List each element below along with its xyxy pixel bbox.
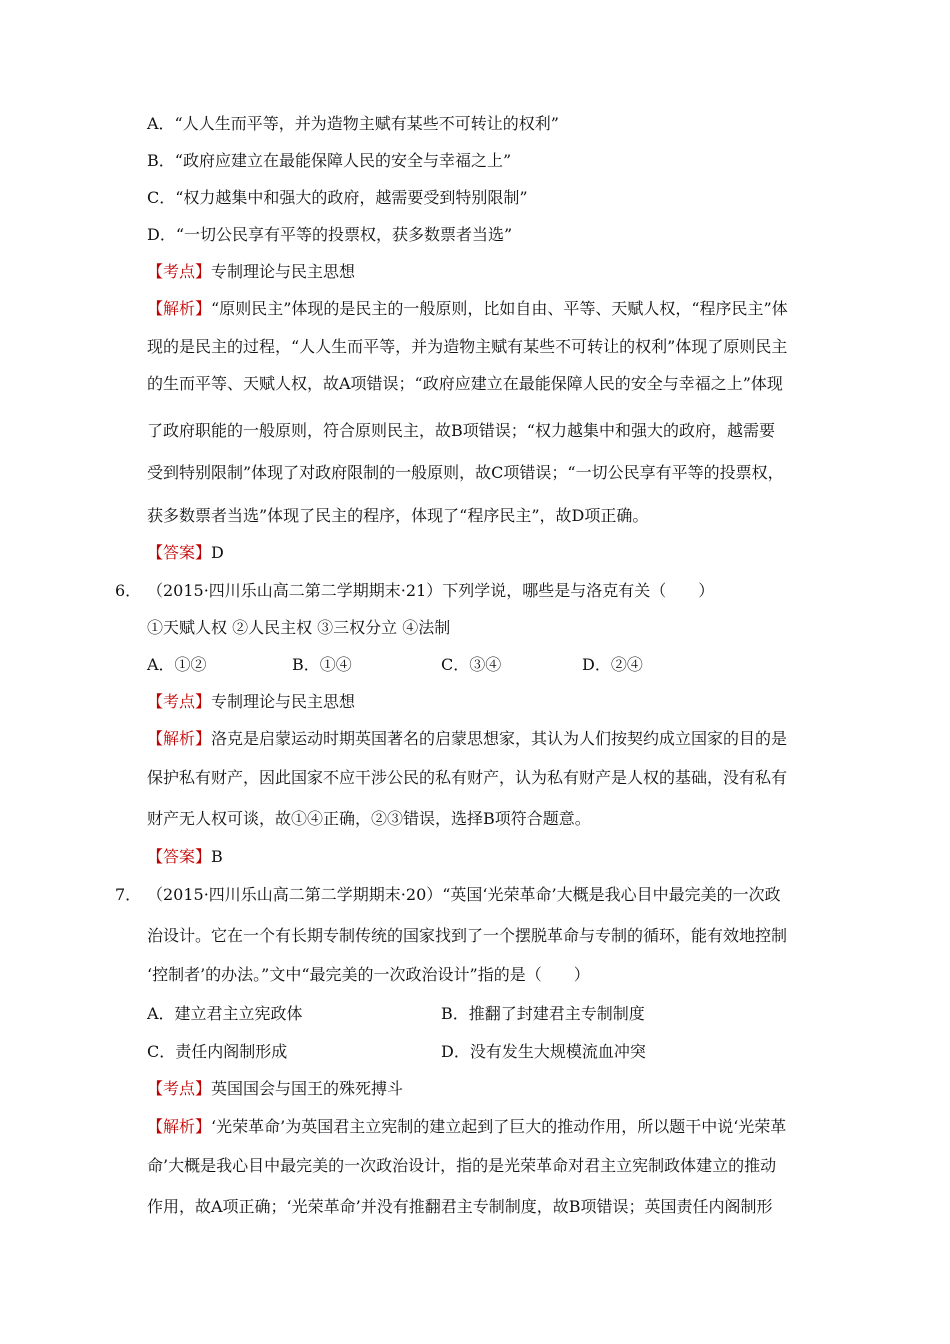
q7-jiexi-line-3: 作用，故A项正确；‘光荣革命’并没有推翻君主专制制度，故B项错误；英国责任内阁制形 <box>147 1197 773 1216</box>
q5-option-a: A．“人人生而平等，并为造物主赋有某些不可转让的权利” <box>147 114 559 133</box>
q5-jiexi-line-1 <box>147 298 788 320</box>
q6-items: ①天赋人权 ②人民主权 ③三权分立 ④法制 <box>147 618 451 637</box>
q5-jiexi-line-5: 受到特别限制”体现了对政府限制的一般原则，故C项错误；“一切公民享有平等的投票权， <box>147 463 784 482</box>
q5-option-c: C．“权力越集中和强大的政府，越需要受到特别限制” <box>147 188 528 207</box>
q5-jiexi-line-2: 现的是民主的过程，“人人生而平等，并为造物主赋有某些不可转让的权利”体现了原则民主 <box>147 337 788 356</box>
q5-daan <box>147 542 224 564</box>
q6-number: 6． <box>115 581 142 600</box>
q6-stem: （2015·四川乐山高二第二学期期末·21）下列学说，哪些是与洛克有关（ ） <box>147 581 715 600</box>
q6-daan <box>147 846 223 868</box>
q5-jiexi-line-6: 获多数票者当选”体现了民主的程序，体现了“程序民主”，故D项正确。 <box>147 506 649 525</box>
q6-option-b: B．①④ <box>292 655 352 674</box>
q7-jiexi-line-1 <box>147 1116 786 1138</box>
q7-option-c: C．责任内阁制形成 <box>147 1042 288 1061</box>
q7-stem-line-3: ‘控制者’的办法。”文中“最完美的一次政治设计”指的是（ ） <box>147 965 590 984</box>
q6-option-a: A．①② <box>147 655 207 674</box>
q5-kaodian <box>147 261 355 283</box>
daan-tag: 【答案】 <box>147 847 212 866</box>
q5-option-d: D．“一切公民享有平等的投票权，获多数票者当选” <box>147 225 513 244</box>
jiexi-tag: 【解析】 <box>147 299 212 318</box>
daan-text: B <box>211 847 223 866</box>
q7-jiexi-line-2: 命’大概是我心目中最完美的一次政治设计，指的是光荣革命对君主立宪制政体建立的推动 <box>147 1156 777 1175</box>
jiexi-text: ‘光荣革命’为英国君主立宪制的建立起到了巨大的推动作用，所以题干中说‘光荣革 <box>211 1117 787 1136</box>
q7-number: 7． <box>115 885 142 904</box>
kaodian-text: 专制理论与民主思想 <box>211 692 356 711</box>
q7-kaodian <box>147 1078 403 1100</box>
q6-jiexi-line-2: 保护私有财产，因此国家不应干涉公民的私有财产，认为私有财产是人权的基础，没有私有 <box>147 768 788 787</box>
q5-option-b: B．“政府应建立在最能保障人民的安全与幸福之上” <box>147 151 512 170</box>
q6-jiexi-line-3: 财产无人权可谈，故①④正确，②③错误，选择B项符合题意。 <box>147 809 591 828</box>
kaodian-text: 英国国会与国王的殊死搏斗 <box>211 1079 404 1098</box>
q5-jiexi-line-4: 了政府职能的一般原则，符合原则民主，故B项错误；“权力越集中和强大的政府，越需要 <box>147 421 775 440</box>
daan-text: D <box>211 543 224 562</box>
q7-option-d: D．没有发生大规模流血冲突 <box>441 1042 646 1061</box>
jiexi-text: “原则民主”体现的是民主的一般原则，比如自由、平等、天赋人权，“程序民主”体 <box>211 299 788 318</box>
q6-kaodian <box>147 691 355 713</box>
kaodian-tag: 【考点】 <box>147 692 212 711</box>
q6-jiexi-line-1 <box>147 728 787 750</box>
kaodian-text: 专制理论与民主思想 <box>211 262 356 281</box>
kaodian-tag: 【考点】 <box>147 262 212 281</box>
daan-tag: 【答案】 <box>147 543 212 562</box>
q7-stem-line-2: 治设计。它在一个有长期专制传统的国家找到了一个摆脱革命与专制的循环，能有效地控制 <box>147 926 788 945</box>
q7-stem-line-1: （2015·四川乐山高二第二学期期末·20）“英国‘光荣革命’大概是我心目中最完美的一次政 <box>147 885 781 904</box>
q7-option-b: B．推翻了封建君主专制制度 <box>441 1004 645 1023</box>
jiexi-text: 洛克是启蒙运动时期英国著名的启蒙思想家，其认为人们按契约成立国家的目的是 <box>211 729 788 748</box>
q6-option-d: D．②④ <box>582 655 643 674</box>
kaodian-tag: 【考点】 <box>147 1079 212 1098</box>
q6-option-c: C．③④ <box>441 655 502 674</box>
jiexi-tag: 【解析】 <box>147 1117 212 1136</box>
q5-jiexi-line-3: 的生而平等、天赋人权，故A项错误；“政府应建立在最能保障人民的安全与幸福之上”体现 <box>147 374 783 393</box>
q7-option-a: A．建立君主立宪政体 <box>147 1004 303 1023</box>
jiexi-tag: 【解析】 <box>147 729 212 748</box>
